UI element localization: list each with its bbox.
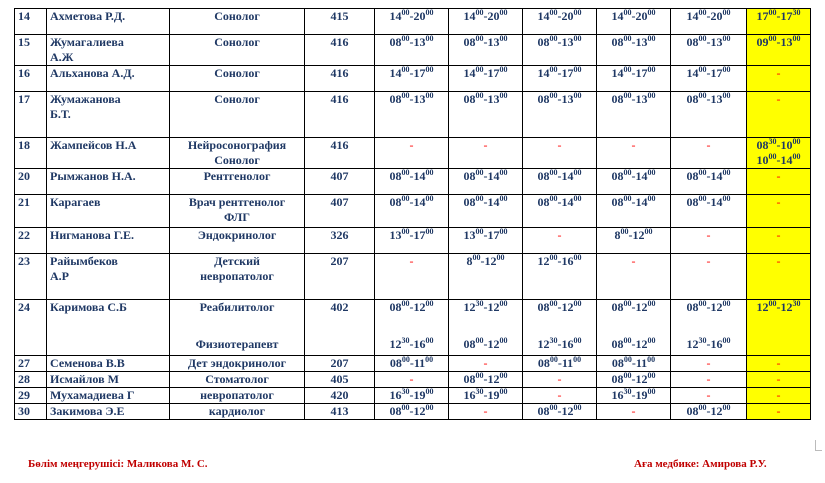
specialty: Сонолог — [170, 92, 305, 138]
schedule-time-cell: - — [375, 254, 449, 300]
room-number: 407 — [305, 169, 375, 195]
schedule-time-cell: $14^{00}-17^{00}$ — [449, 66, 523, 92]
schedule-time-cell: $16^{30}-19^{00}$ — [375, 388, 449, 404]
highlighted-time-cell: - — [747, 372, 811, 388]
schedule-time-cell: $08^{00}-12^{00}$ $12^{30}-16^{00}$ — [523, 300, 597, 356]
schedule-time-cell: $14^{00}-17^{00}$ — [671, 66, 747, 92]
highlighted-time-cell: - — [747, 228, 811, 254]
schedule-time-cell: - — [671, 228, 747, 254]
schedule-time-cell: - — [449, 138, 523, 169]
schedule-time-cell: $14^{00}-17^{00}$ — [375, 66, 449, 92]
page-corner-mark — [815, 440, 822, 451]
table-row — [15, 138, 811, 169]
table-row — [15, 195, 811, 228]
doctor-name: Ахметова Р.Д. — [47, 9, 170, 35]
schedule-time-cell: $08^{00}-12^{00}$ — [375, 404, 449, 420]
schedule-time-cell: $08^{00}-14^{00}$ — [523, 195, 597, 228]
schedule-time-cell: - — [449, 356, 523, 372]
highlighted-time-cell: - — [747, 388, 811, 404]
room-number: 413 — [305, 404, 375, 420]
doctor-name: Нигманова Г.Е. — [47, 228, 170, 254]
doctor-name: Семенова В.В — [47, 356, 170, 372]
schedule-time-cell: - — [671, 372, 747, 388]
schedule-time-cell: - — [375, 138, 449, 169]
specialty: Рентгенолог — [170, 169, 305, 195]
doctor-name: Мухамадиева Г — [47, 388, 170, 404]
schedule-time-cell: - — [671, 356, 747, 372]
room-number: 416 — [305, 138, 375, 169]
schedule-time-cell: - — [523, 388, 597, 404]
specialty: Реабилитолог Физиотерапевт — [170, 300, 305, 356]
highlighted-time-cell: - — [747, 356, 811, 372]
doctor-name: Жампейсов Н.А — [47, 138, 170, 169]
row-number: 23 — [15, 254, 47, 300]
specialty: Стоматолог — [170, 372, 305, 388]
doctor-name: Жумажанова Б.Т. — [47, 92, 170, 138]
table-row — [15, 388, 811, 404]
highlighted-time-cell: - — [747, 169, 811, 195]
row-number: 14 — [15, 9, 47, 35]
schedule-time-cell: $08^{00}-13^{00}$ — [671, 92, 747, 138]
doctor-name: Рымжанов Н.А. — [47, 169, 170, 195]
schedule-time-cell: $08^{00}-13^{00}$ — [523, 35, 597, 66]
schedule-time-cell: $08^{00}-11^{00}$ — [375, 356, 449, 372]
specialty: Дет эндокринолог — [170, 356, 305, 372]
schedule-time-cell: $08^{00}-11^{00}$ — [523, 356, 597, 372]
schedule-time-cell: $14^{00}-17^{00}$ — [523, 66, 597, 92]
specialty: Сонолог — [170, 35, 305, 66]
schedule-time-cell: $12^{00}-16^{00}$ — [523, 254, 597, 300]
schedule-time-cell: $8^{00}-12^{00}$ — [449, 254, 523, 300]
doctor-name: Закимова Э.Е — [47, 404, 170, 420]
highlighted-time-cell: - — [747, 254, 811, 300]
schedule-time-cell: $08^{00}-12^{00}$ — [597, 372, 671, 388]
schedule-time-cell: $08^{00}-14^{00}$ — [523, 169, 597, 195]
schedule-time-cell: $08^{00}-12^{00}$ $12^{30}-16^{00}$ — [375, 300, 449, 356]
table-row — [15, 372, 811, 388]
specialty: Сонолог — [170, 9, 305, 35]
head-nurse-signature: Аға медбике: Амирова Р.У. — [634, 458, 767, 470]
schedule-time-cell: $08^{00}-14^{00}$ — [671, 169, 747, 195]
schedule-time-cell: $08^{00}-12^{00}$ — [523, 404, 597, 420]
schedule-time-cell: $14^{00}-20^{00}$ — [523, 9, 597, 35]
row-number: 30 — [15, 404, 47, 420]
schedule-time-cell: $16^{30}-19^{00}$ — [597, 388, 671, 404]
highlighted-time-cell: $12^{00}-12^{30}$ — [747, 300, 811, 356]
schedule-time-cell: - — [597, 254, 671, 300]
schedule-time-cell: $08^{00}-12^{00}$ $12^{30}-16^{00}$ — [671, 300, 747, 356]
schedule-time-cell: $08^{00}-14^{00}$ — [449, 169, 523, 195]
doctor-name: Каримова С.Б — [47, 300, 170, 356]
table-row — [15, 300, 811, 356]
schedule-time-cell: $14^{00}-17^{00}$ — [597, 66, 671, 92]
department-head-signature: Бөлім меңгерушісі: Маликова М. С. — [28, 458, 208, 470]
room-number: 207 — [305, 254, 375, 300]
row-number: 24 — [15, 300, 47, 356]
schedule-time-cell: $14^{00}-20^{00}$ — [449, 9, 523, 35]
schedule-time-cell: - — [671, 388, 747, 404]
schedule-time-cell: $12^{30}-12^{00}$ $08^{00}-12^{00}$ — [449, 300, 523, 356]
schedule-time-cell: $08^{00}-13^{00}$ — [449, 92, 523, 138]
highlighted-time-cell: - — [747, 92, 811, 138]
table-row — [15, 254, 811, 300]
table-row — [15, 92, 811, 138]
schedule-time-cell: - — [671, 138, 747, 169]
highlighted-time-cell: - — [747, 404, 811, 420]
highlighted-time-cell: - — [747, 66, 811, 92]
highlighted-time-cell: $17^{00}-17^{30}$ — [747, 9, 811, 35]
room-number: 420 — [305, 388, 375, 404]
schedule-time-cell: $08^{00}-14^{00}$ — [449, 195, 523, 228]
schedule-time-cell: - — [523, 138, 597, 169]
schedule-time-cell: $13^{00}-17^{00}$ — [449, 228, 523, 254]
schedule-time-cell: $08^{00}-14^{00}$ — [597, 169, 671, 195]
room-number: 416 — [305, 92, 375, 138]
row-number: 15 — [15, 35, 47, 66]
specialty: Нейросонография Сонолог — [170, 138, 305, 169]
table-row — [15, 404, 811, 420]
row-number: 18 — [15, 138, 47, 169]
schedule-time-cell: $08^{00}-13^{00}$ — [597, 35, 671, 66]
specialty: Сонолог — [170, 66, 305, 92]
row-number: 22 — [15, 228, 47, 254]
highlighted-time-cell: $08^{30}-10^{00}$ $10^{00}-14^{00}$ — [747, 138, 811, 169]
schedule-table — [14, 8, 811, 420]
schedule-time-cell: - — [449, 404, 523, 420]
schedule-time-cell: $14^{00}-20^{00}$ — [671, 9, 747, 35]
schedule-time-cell: - — [523, 228, 597, 254]
row-number: 16 — [15, 66, 47, 92]
schedule-time-cell: $08^{00}-13^{00}$ — [671, 35, 747, 66]
row-number: 29 — [15, 388, 47, 404]
specialty: Детский невропатолог — [170, 254, 305, 300]
schedule-time-cell: $08^{00}-13^{00}$ — [375, 92, 449, 138]
specialty: кардиолог — [170, 404, 305, 420]
specialty: Эндокринолог — [170, 228, 305, 254]
schedule-time-cell: $08^{00}-12^{00}$ — [449, 372, 523, 388]
schedule-time-cell: - — [671, 254, 747, 300]
schedule-time-cell: $08^{00}-13^{00}$ — [375, 35, 449, 66]
schedule-time-cell: $08^{00}-14^{00}$ — [597, 195, 671, 228]
row-number: 27 — [15, 356, 47, 372]
schedule-time-cell: $13^{00}-17^{00}$ — [375, 228, 449, 254]
schedule-time-cell: - — [523, 372, 597, 388]
row-number: 21 — [15, 195, 47, 228]
schedule-time-cell: - — [375, 372, 449, 388]
schedule-time-cell: $16^{30}-19^{00}$ — [449, 388, 523, 404]
doctor-name: Альханова А.Д. — [47, 66, 170, 92]
doctor-name: Карагаев — [47, 195, 170, 228]
table-row — [15, 169, 811, 195]
schedule-time-cell: $08^{00}-12^{00}$ — [671, 404, 747, 420]
row-number: 17 — [15, 92, 47, 138]
row-number: 20 — [15, 169, 47, 195]
highlighted-time-cell: - — [747, 195, 811, 228]
schedule-time-cell: $14^{00}-20^{00}$ — [597, 9, 671, 35]
schedule-time-cell: $08^{00}-11^{00}$ — [597, 356, 671, 372]
room-number: 402 — [305, 300, 375, 356]
room-number: 415 — [305, 9, 375, 35]
schedule-time-cell: $08^{00}-13^{00}$ — [523, 92, 597, 138]
schedule-time-cell: $8^{00}-12^{00}$ — [597, 228, 671, 254]
highlighted-time-cell: $09^{00}-13^{00}$ — [747, 35, 811, 66]
schedule-time-cell: $08^{00}-13^{00}$ — [597, 92, 671, 138]
room-number: 405 — [305, 372, 375, 388]
schedule-time-cell: $08^{00}-12^{00}$ $08^{00}-12^{00}$ — [597, 300, 671, 356]
schedule-time-cell: $14^{00}-20^{00}$ — [375, 9, 449, 35]
doctor-name: Исмайлов М — [47, 372, 170, 388]
schedule-time-cell: - — [597, 138, 671, 169]
schedule-time-cell: $08^{00}-14^{00}$ — [375, 195, 449, 228]
schedule-time-cell: - — [597, 404, 671, 420]
specialty: невропатолог — [170, 388, 305, 404]
table-row — [15, 66, 811, 92]
table-row — [15, 9, 811, 35]
doctor-name: Райымбеков А.Р — [47, 254, 170, 300]
room-number: 326 — [305, 228, 375, 254]
table-row — [15, 35, 811, 66]
schedule-time-cell: $08^{00}-14^{00}$ — [671, 195, 747, 228]
row-number: 28 — [15, 372, 47, 388]
room-number: 207 — [305, 356, 375, 372]
doctor-name: Жумагалиева А.Ж — [47, 35, 170, 66]
room-number: 416 — [305, 35, 375, 66]
room-number: 407 — [305, 195, 375, 228]
room-number: 416 — [305, 66, 375, 92]
table-row — [15, 228, 811, 254]
schedule-time-cell: $08^{00}-13^{00}$ — [449, 35, 523, 66]
schedule-time-cell: $08^{00}-14^{00}$ — [375, 169, 449, 195]
table-row — [15, 356, 811, 372]
specialty: Врач рентгенолог ФЛГ — [170, 195, 305, 228]
